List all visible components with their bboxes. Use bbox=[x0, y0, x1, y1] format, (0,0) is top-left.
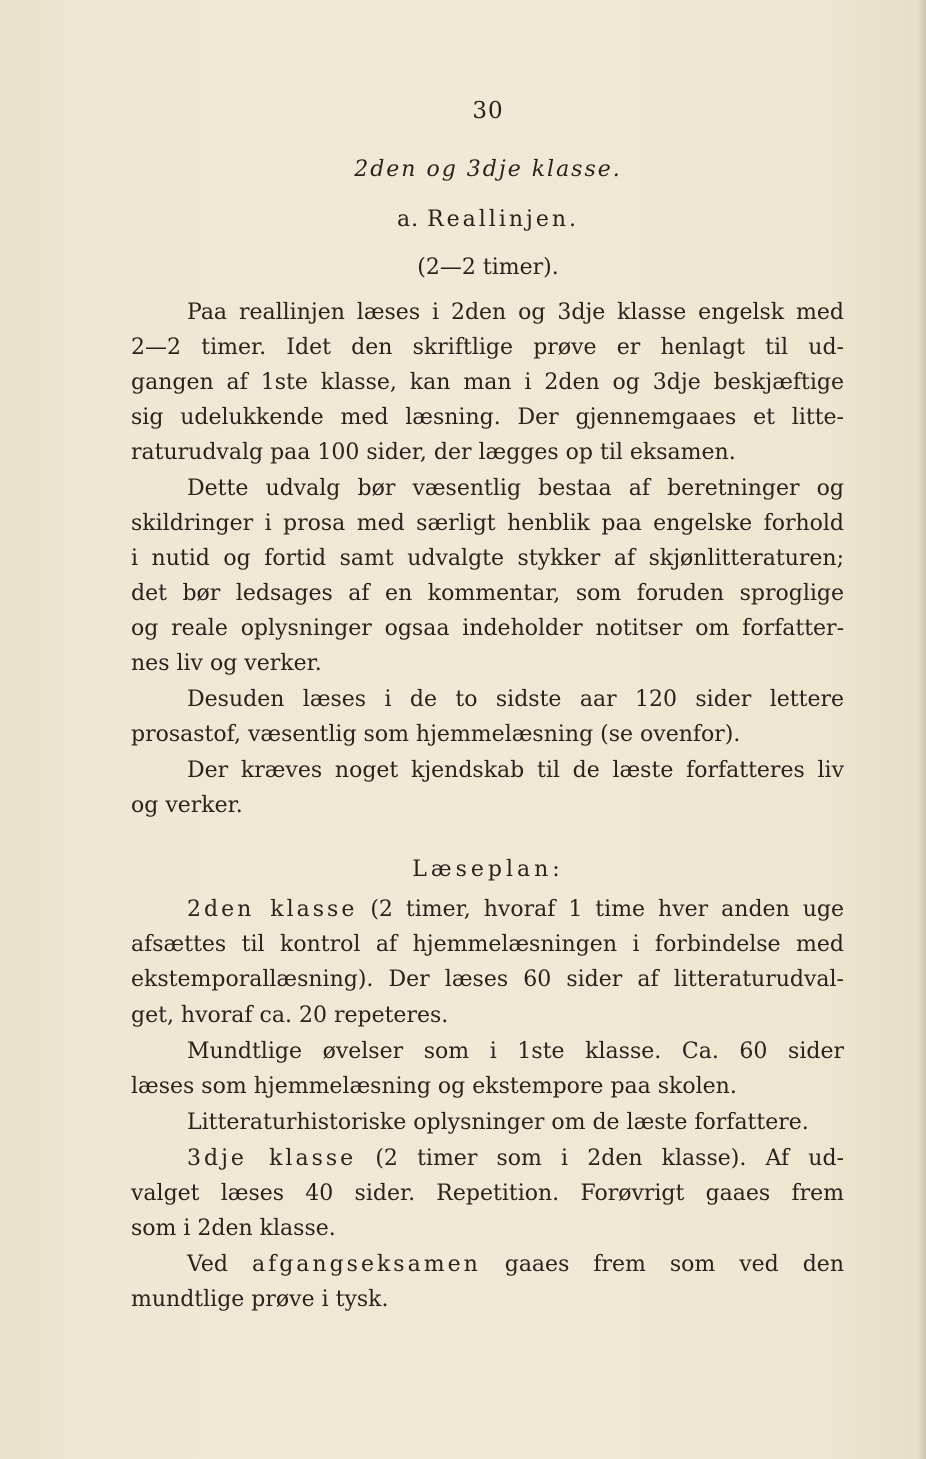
paragraph-line: i nutid og fortid samt udvalgte stykker af skjønlitteraturen; bbox=[131, 546, 844, 571]
afgangseksamen-label: afgangseksamen bbox=[251, 1252, 481, 1277]
paragraph-text: Ved bbox=[187, 1252, 252, 1277]
paragraph-line: valget læses 40 sider. Repetition. Forøvrigt gaaes frem bbox=[131, 1181, 844, 1206]
paragraph-line: Mundtlige øvelser som i 1ste klasse. Ca. 60 sider bbox=[187, 1039, 844, 1064]
paragraph-line: det bør ledsages af en kommentar, som foruden sproglige bbox=[131, 581, 844, 606]
paragraph-line: Paa reallinjen læses i 2den og 3dje klasse engelsk med bbox=[187, 300, 844, 325]
paragraph-text: (2 timer som i 2den klasse). Af ud- bbox=[356, 1146, 844, 1171]
paragraph-line bbox=[187, 1144, 844, 1174]
paragraph-line: 2—2 timer. Idet den skriftlige prøve er henlagt til ud- bbox=[131, 335, 844, 360]
paragraph-line: som i 2den klasse. bbox=[131, 1216, 336, 1241]
paragraph-line: get, hvoraf ca. 20 repeteres. bbox=[131, 1003, 449, 1028]
subsection-letter: a. bbox=[396, 207, 420, 232]
paragraph-line: Dette udvalg bør væsentlig bestaa af beretninger og bbox=[187, 476, 844, 501]
paragraph-line bbox=[187, 1250, 844, 1280]
class-label-3dje: 3dje klasse bbox=[187, 1146, 357, 1171]
paragraph-text: gaaes frem som ved den bbox=[480, 1252, 844, 1277]
paragraph-line: afsættes til kontrol af hjemmelæsningen i forbindelse med bbox=[131, 932, 844, 957]
page-number: 30 bbox=[472, 98, 504, 124]
hours-note: (2—2 timer). bbox=[417, 255, 559, 280]
section-title: 2den og 3dje klasse. bbox=[354, 157, 622, 182]
paragraph-line: sig udelukkende med læsning. Der gjennemgaaes et litte- bbox=[131, 405, 844, 430]
paragraph-line bbox=[187, 895, 844, 925]
paragraph-text: (2 timer, hvoraf 1 time hver anden uge bbox=[357, 897, 844, 922]
paragraph-line: skildringer i prosa med særligt henblik paa engelske forhold bbox=[131, 511, 844, 536]
paragraph-line: læses som hjemmelæsning og ekstempore paa skolen. bbox=[131, 1074, 737, 1099]
paragraph-line: og reale oplysninger ogsaa indeholder notitser om forfatter- bbox=[131, 616, 844, 641]
paragraph-line: mundtlige prøve i tysk. bbox=[131, 1287, 389, 1312]
paragraph-line: Desuden læses i de to sidste aar 120 sider lettere bbox=[187, 687, 844, 712]
laeseplan-heading: Læseplan: bbox=[412, 857, 564, 882]
paragraph-line: og verker. bbox=[131, 793, 243, 818]
paragraph-line: raturudvalg paa 100 sider, der lægges op til eksamen. bbox=[131, 440, 736, 465]
paragraph-line: ekstemporallæsning). Der læses 60 sider af litteraturudval- bbox=[131, 967, 844, 992]
subsection-heading bbox=[0, 207, 926, 232]
paragraph-line: nes liv og verker. bbox=[131, 651, 322, 676]
paragraph-line: Der kræves noget kjendskab til de læste forfatteres liv bbox=[187, 758, 844, 783]
paragraph-line: Litteraturhistoriske oplysninger om de læste forfattere. bbox=[187, 1110, 809, 1135]
paragraph-line: prosastof, væsentlig som hjemmelæsning (se ovenfor). bbox=[131, 722, 741, 747]
subsection-title: Reallinjen. bbox=[427, 207, 580, 232]
paragraph-line: gangen af 1ste klasse, kan man i 2den og 3dje beskjæftige bbox=[131, 370, 844, 395]
class-label-2den: 2den klasse bbox=[187, 897, 358, 922]
